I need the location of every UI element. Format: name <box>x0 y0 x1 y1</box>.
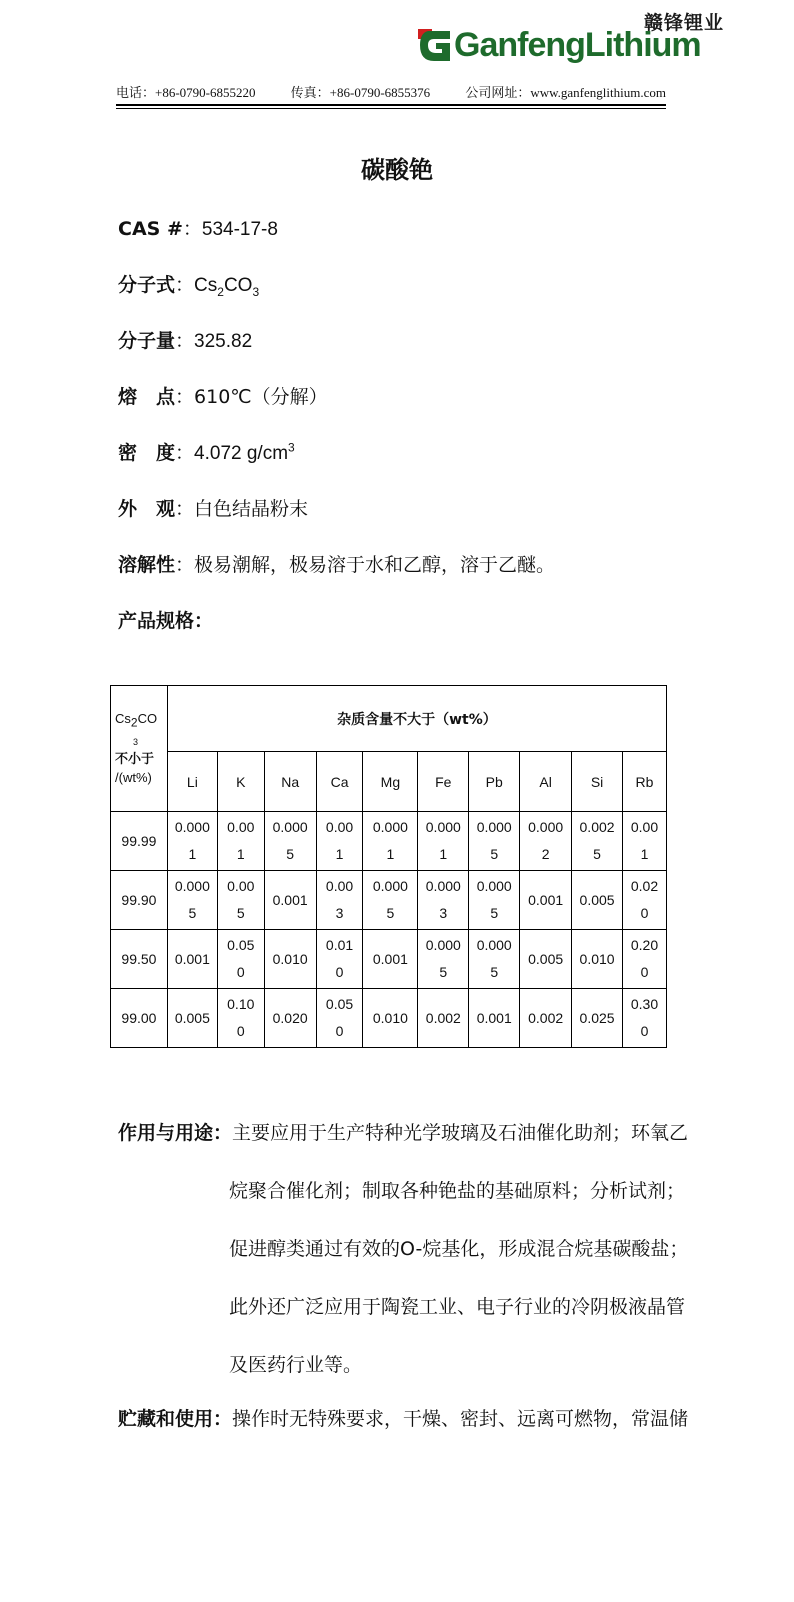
cell-value: 0.0005 <box>372 878 408 921</box>
table-cell <box>469 989 520 1048</box>
appearance-row: 外 观：白色结晶粉末 <box>118 498 309 520</box>
table-cell <box>572 989 623 1048</box>
col-header: K <box>217 752 264 812</box>
table-cell <box>316 930 363 989</box>
cell-value: 0.010 <box>272 951 308 967</box>
cell-value: 0.005 <box>528 951 564 967</box>
cell-value: 0.0003 <box>425 878 461 921</box>
cell-value: 0.002 <box>528 1010 564 1026</box>
table-cell <box>363 812 418 871</box>
cell-value: 0.0001 <box>174 819 210 862</box>
table-cell <box>469 871 520 930</box>
table-cell <box>217 812 264 871</box>
table-cell <box>217 930 264 989</box>
usage-line-3: 促进醇类通过有效的O-烷基化，形成混合烷基碳酸盐； <box>229 1238 689 1260</box>
density-label: 密 度 <box>118 442 176 464</box>
usage-line-5: 及医药行业等。 <box>229 1354 363 1376</box>
table-cell <box>167 812 217 871</box>
table-cell <box>264 812 316 871</box>
cell-value: 0.003 <box>325 878 354 921</box>
logo-g-mark-icon <box>418 27 452 63</box>
cell-value: 0.0005 <box>425 937 461 980</box>
table-row <box>111 871 667 930</box>
website-link[interactable]: 公司网址：www.ganfenglithium.com <box>465 85 666 100</box>
usage-line-4: 此外还广泛应用于陶瓷工业、电子行业的冷阴极液晶管 <box>229 1296 686 1318</box>
col-header: Na <box>264 752 316 812</box>
solubility-row: 溶解性：极易潮解，极易溶于水和乙醇，溶于乙醚。 <box>118 554 556 576</box>
table-cell <box>167 871 217 930</box>
cell-value: 0.025 <box>579 1010 615 1026</box>
table-cell <box>469 812 520 871</box>
header-divider-thin <box>116 108 666 109</box>
table-cell <box>623 812 667 871</box>
cell-value: 0.001 <box>372 951 408 967</box>
table-cell <box>623 930 667 989</box>
usage-label: 作用与用途： <box>118 1122 233 1144</box>
corner-formula: $Cs_2CO$ 3 <box>115 711 158 747</box>
cell-value: 0.0005 <box>174 878 210 921</box>
table-cell <box>520 812 572 871</box>
table-cell <box>418 930 469 989</box>
cell-value: 0.005 <box>227 878 255 921</box>
cell-value: 0.001 <box>325 819 354 862</box>
mw-value: 325.82 <box>194 331 253 352</box>
company-name-chinese: 赣锋锂业 <box>644 12 725 34</box>
table-cell <box>623 989 667 1048</box>
cell-value: 0.0001 <box>425 819 461 862</box>
table-cell <box>572 812 623 871</box>
table-cell <box>264 871 316 930</box>
cell-value: 0.020 <box>272 1010 308 1026</box>
cell-value: 0.001 <box>174 951 210 967</box>
appearance-value: 白色结晶粉末 <box>194 498 309 520</box>
cell-value: 0.0001 <box>372 819 408 862</box>
table-cell <box>363 989 418 1048</box>
cas-label: CAS # <box>118 218 183 240</box>
col-header: Si <box>572 752 623 812</box>
cell-value: 0.0005 <box>476 937 512 980</box>
cell-value: 0.200 <box>630 937 659 980</box>
contact-bar <box>116 82 666 101</box>
table-cell <box>418 989 469 1048</box>
grade-cell: 99.90 <box>111 871 168 930</box>
cell-value: 0.001 <box>630 819 659 862</box>
spec-table <box>110 685 667 1048</box>
spec-label: 产品规格： <box>118 610 214 632</box>
logo-wordmark: GanfengLithium <box>454 26 701 64</box>
table-cell <box>363 871 418 930</box>
cas-row: CAS #：534-17-8 <box>118 218 278 240</box>
density-value: 4.072 $g/cm^3$ <box>194 440 295 464</box>
cell-value: 0.050 <box>325 996 354 1039</box>
corner-line2: 不小于 <box>115 751 155 767</box>
appearance-label: 外 观 <box>118 498 176 520</box>
cell-value: 0.020 <box>630 878 659 921</box>
col-header: Pb <box>469 752 520 812</box>
spec-heading <box>118 606 213 633</box>
table-cell <box>264 989 316 1048</box>
cell-value: 0.0005 <box>476 819 512 862</box>
cell-value: 0.005 <box>174 1010 210 1026</box>
table-cell <box>167 930 217 989</box>
cell-value: 0.001 <box>476 1010 512 1026</box>
cell-value: 0.001 <box>272 892 308 908</box>
mp-value: 610℃（分解） <box>194 386 328 408</box>
table-cell <box>418 812 469 871</box>
table-row <box>111 812 667 871</box>
grade-cell: 99.50 <box>111 930 168 989</box>
storage-text: 操作时无特殊要求，干燥、密封、远离可燃物，常温储 <box>232 1408 689 1430</box>
cell-value: 0.0005 <box>272 819 308 862</box>
fax-number: 传真：+86-0790-6855376 <box>290 85 431 100</box>
col-header: Fe <box>418 752 469 812</box>
cell-value: 0.0025 <box>579 819 615 862</box>
table-cell <box>167 989 217 1048</box>
table-cell <box>520 871 572 930</box>
storage-label: 贮藏和使用： <box>118 1408 233 1430</box>
usage-line-1: 主要应用于生产特种光学玻璃及石油催化助剂；环氧乙 <box>232 1122 689 1144</box>
column-header-row <box>111 752 667 812</box>
cell-value: 0.050 <box>227 937 255 980</box>
cell-value: 0.010 <box>579 951 615 967</box>
table-cell <box>623 871 667 930</box>
grade-cell: 99.00 <box>111 989 168 1048</box>
table-cell <box>316 989 363 1048</box>
table-cell <box>572 871 623 930</box>
cell-value: 0.010 <box>325 937 354 980</box>
formula-label: 分子式 <box>118 274 176 296</box>
table-cell <box>217 989 264 1048</box>
formula-row: 分子式：$Cs_2CO_3$ <box>118 274 260 299</box>
grade-cell: 99.99 <box>111 812 168 871</box>
mp-label: 熔 点 <box>118 386 176 408</box>
cell-value: 0.0002 <box>528 819 564 862</box>
col-header: Rb <box>623 752 667 812</box>
table-cell <box>520 930 572 989</box>
impurity-header: 杂质含量不大于（wt%） <box>167 686 666 752</box>
solubility-value: 极易潮解，极易溶于水和乙醇，溶于乙醚。 <box>194 554 556 576</box>
table-row <box>111 930 667 989</box>
solubility-label: 溶解性 <box>118 554 176 576</box>
header-divider <box>116 104 666 106</box>
table-cell <box>316 812 363 871</box>
table-cell <box>520 989 572 1048</box>
cell-value: 0.300 <box>630 996 659 1039</box>
cell-value: 0.0005 <box>476 878 512 921</box>
storage-row <box>118 1404 688 1431</box>
cell-value: 0.100 <box>227 996 255 1039</box>
table-cell <box>469 930 520 989</box>
col-header: Ca <box>316 752 363 812</box>
cell-value: 0.001 <box>528 892 564 908</box>
table-cell <box>217 871 264 930</box>
col-header: Li <box>167 752 217 812</box>
page-title: 碳酸铯 <box>361 156 433 184</box>
table-cell <box>316 871 363 930</box>
table-corner-header <box>111 686 168 812</box>
cell-value: 0.002 <box>425 1010 461 1026</box>
cell-value: 0.010 <box>372 1010 408 1026</box>
table-row <box>111 989 667 1048</box>
col-header: Al <box>520 752 572 812</box>
col-header: Mg <box>363 752 418 812</box>
usage-label-wrap <box>118 1118 688 1145</box>
molecular-weight-row: 分子量：325.82 <box>118 330 253 352</box>
cell-value: 0.001 <box>227 819 255 862</box>
company-logo <box>418 22 728 70</box>
density-row: 密 度：4.072 $g/cm^3$ <box>118 440 295 464</box>
table-cell <box>418 871 469 930</box>
usage-line-2: 烷聚合催化剂；制取各种铯盐的基础原料；分析试剂； <box>229 1180 686 1202</box>
table-cell <box>363 930 418 989</box>
cell-value: 0.005 <box>579 892 615 908</box>
mw-label: 分子量 <box>118 330 176 352</box>
formula-value: $Cs_2CO_3$ <box>194 275 260 299</box>
corner-line3: /(wt%) <box>115 769 152 785</box>
table-cell <box>264 930 316 989</box>
table-cell <box>572 930 623 989</box>
cas-value: 534-17-8 <box>201 219 278 240</box>
melting-point-row: 熔 点：610℃（分解） <box>118 386 328 408</box>
phone-number: 电话：+86-0790-6855220 <box>116 85 256 100</box>
